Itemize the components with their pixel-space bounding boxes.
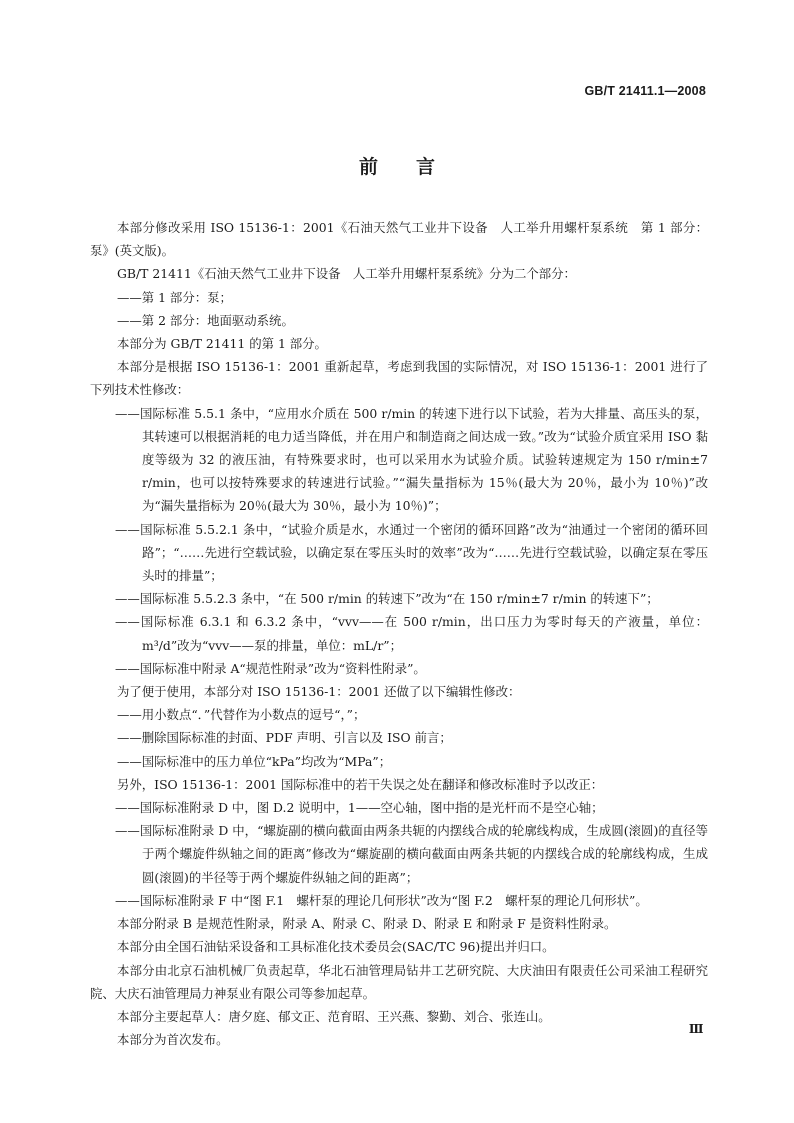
paragraph: GB/T 21411《石油天然气工业井下设备 人工举升用螺杆泵系统》分为二个部分： bbox=[117, 266, 576, 282]
paragraph: ——国际标准附录 D 中，图 D.2 说明中，1——空心轴，图中指的是光杆而不是空心轴； bbox=[115, 800, 604, 816]
paragraph: 本部分由北京石油机械厂负责起草，华北石油管理局钻井工艺研究院、大庆油田有限责任公司采油工程研究院、大庆石油管理局力神泵业有限公司等参加起草。 bbox=[90, 962, 708, 1001]
paragraph: ——第 1 部分：泵； bbox=[117, 289, 232, 305]
standard-number: GB/T 21411.1—2008 bbox=[584, 84, 706, 98]
paragraph: ——国际标准附录 D 中，“螺旋副的横向截面由两条共轭的内摆线合成的轮廓线构成，生成圆(滚圆)的直径等于两个螺旋件纵轴之间的距离”修改为“螺旋副的横向截面由两条共轭的内摆线合成的轮廓线构成，生成圆(滚圆)的半径等于两个螺旋件纵轴之间的距离”； bbox=[115, 823, 708, 885]
paragraph: ——国际标准中的压力单位“kPa”均改为“MPa”； bbox=[117, 753, 392, 769]
paragraph: ——国际标准中附录 A“规范性附录”改为“资料性附录”。 bbox=[115, 660, 426, 676]
paragraph: ——国际标准 5.5.2.1 条中，“试验介质是水，水通过一个密闭的循环回路”改为“油通过一个密闭的循环回路”；“……先进行空载试验，以确定泵在零压头时的效率”改为“……先进行空载试验，以确定泵在零压头时的排量”； bbox=[115, 521, 708, 584]
paragraph: ——国际标准 5.5.2.3 条中，“在 500 r/min 的转速下”改为“在 150 r/min±7 r/min 的转速下”； bbox=[115, 591, 659, 607]
paragraph: 本部分修改采用 ISO 15136-1：2001《石油天然气工业井下设备 人工举升用螺杆泵系统 第 1 部分：泵》(英文版)。 bbox=[90, 220, 708, 259]
paragraph: ——删除国际标准的封面、PDF 声明、引言以及 ISO 前言； bbox=[117, 730, 452, 746]
paragraph: 本部分为 GB/T 21411 的第 1 部分。 bbox=[117, 336, 327, 352]
paragraph: 为了便于使用，本部分对 ISO 15136-1：2001 还做了以下编辑性修改： bbox=[117, 684, 521, 700]
paragraph: ——国际标准 5.5.1 条中，“应用水介质在 500 r/min 的转速下进行以下试验，若为大排量、高压头的泵，其转速可以根据消耗的电力适当降低，并在用户和制造商之间达成一致。”改为“试验介质宜采用 ISO 黏度等级为 32 的液压油，有特殊要求时，也可以采用水为试验介质。试验转速规定为 150 r/min±7 r/min，也可以按特殊要求的转速进行试验。”“漏失量指标为 15％(最大为 20％，最小为 10％)”改为“漏失量指标为 20％(最大为 30％，最小为 10％)”； bbox=[115, 405, 708, 514]
paragraph: 本部分附录 B 是规范性附录，附录 A、附录 C、附录 D、附录 E 和附录 F 是资料性附录。 bbox=[117, 916, 617, 932]
paragraph: 本部分为首次发布。 bbox=[117, 1032, 229, 1048]
page-title: 前言 bbox=[358, 156, 473, 178]
paragraph: 本部分主要起草人：唐夕庭、郁文正、范育昭、王兴燕、黎勤、刘合、张连山。 bbox=[117, 1008, 551, 1024]
paragraph: ——第 2 部分：地面驱动系统。 bbox=[117, 312, 294, 328]
paragraph: ——用小数点“．”代替作为小数点的逗号“，”； bbox=[117, 707, 366, 723]
paragraph: 本部分由全国石油钻采设备和工具标准化技术委员会(SAC/TC 96)提出并归口。 bbox=[117, 939, 555, 955]
paragraph: ——国际标准附录 F 中“图 F.1 螺杆泵的理论几何形状”改为“图 F.2 螺杆泵的理论几何形状”。 bbox=[115, 892, 648, 908]
paragraph: 本部分是根据 ISO 15136-1：2001 重新起草，考虑到我国的实际情况，对 ISO 15136-1：2001 进行了下列技术性修改： bbox=[90, 359, 708, 398]
paragraph: 另外，ISO 15136-1：2001 国际标准中的若干失误之处在翻译和修改标准时予以改正： bbox=[117, 776, 604, 792]
paragraph: ——国际标准 6.3.1 和 6.3.2 条中，“vvv——在 500 r/min，出口压力为零时每天的产液量，单位：m³/d”改为“vvv——泵的排量，单位：mL/r”； bbox=[115, 614, 708, 653]
page-number: Ⅲ bbox=[688, 1022, 704, 1036]
foreword-body bbox=[90, 216, 708, 1051]
